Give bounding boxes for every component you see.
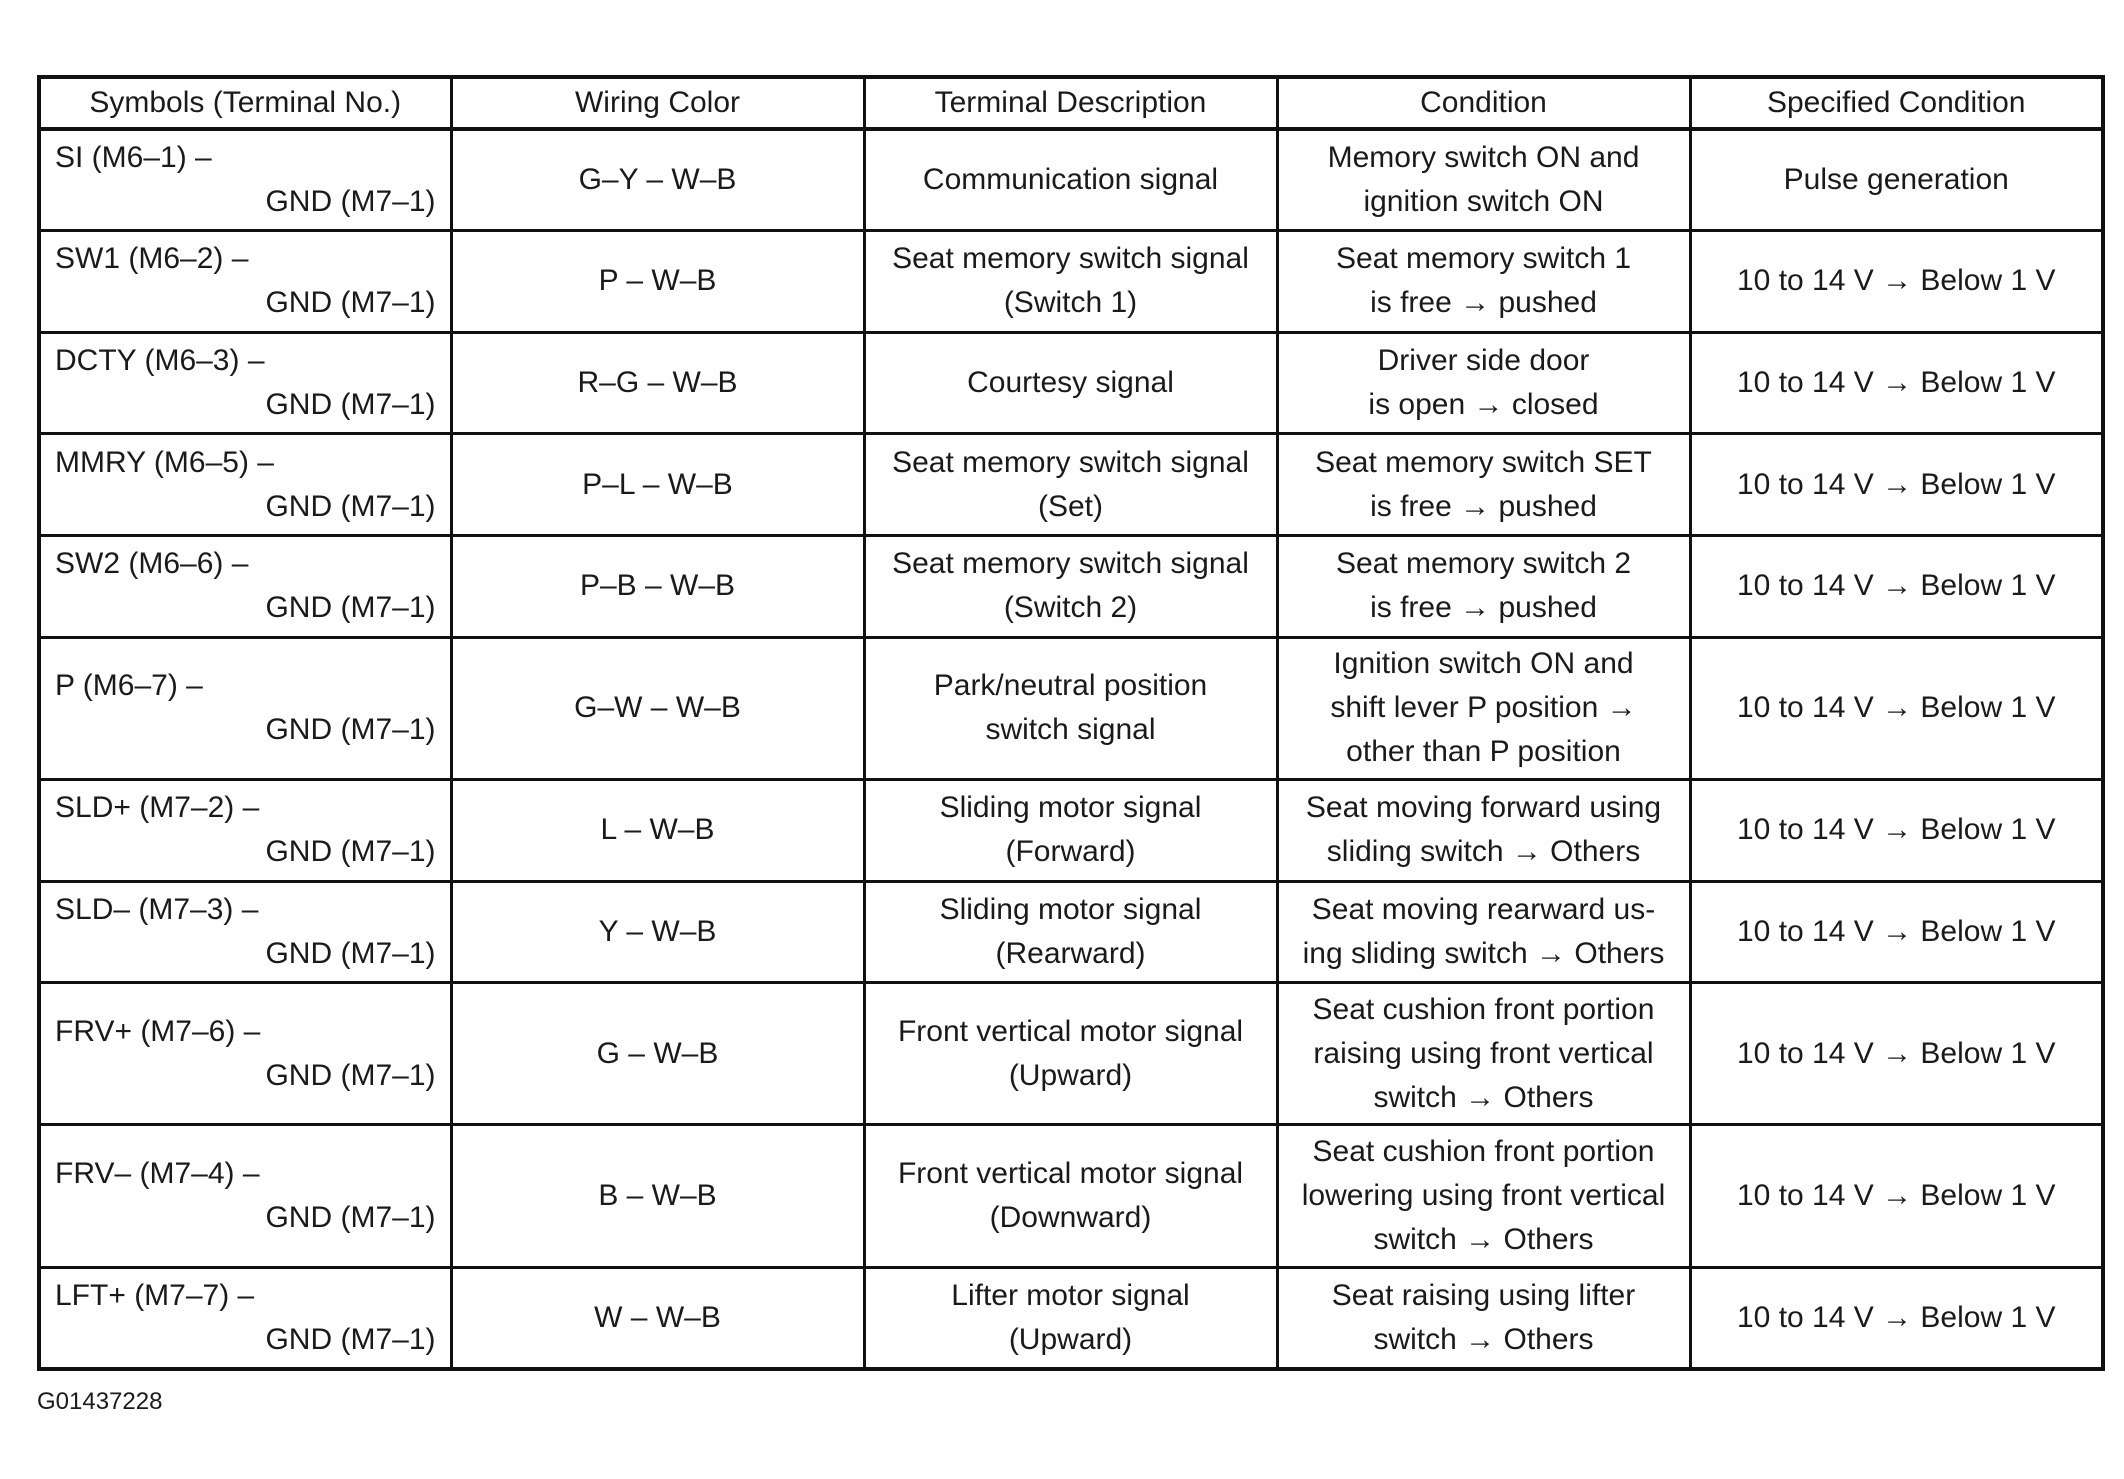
- description-line: Front vertical motor signal: [897, 1014, 1244, 1048]
- table-row: [39, 332, 2103, 434]
- condition-line: Seat cushion front portion: [1312, 1135, 1655, 1169]
- condition-line: Seat cushion front portion: [1312, 992, 1655, 1026]
- specified-condition-cell: 10 to 14 V → Below 1 V: [1690, 637, 2103, 779]
- description-line: Front vertical motor signal: [897, 1157, 1244, 1191]
- symbol-terminal: SLD+ (M7–2) –: [55, 791, 260, 825]
- description-line: Courtesy signal: [967, 366, 1174, 400]
- condition-line: Seat memory switch SET: [1315, 445, 1652, 479]
- condition-cell: [1277, 129, 1690, 231]
- description-line: Sliding motor signal: [939, 892, 1202, 926]
- header-row: [39, 77, 2103, 129]
- specified-condition-cell: 10 to 14 V → Below 1 V: [1690, 881, 2103, 983]
- table-row: [39, 434, 2103, 536]
- description-line: Communication signal: [922, 163, 1219, 197]
- specified-condition-cell: 10 to 14 V → Below 1 V: [1690, 983, 2103, 1125]
- condition-line: is free → pushed: [1370, 591, 1597, 625]
- symbol-cell: [39, 637, 451, 779]
- condition-line: Ignition switch ON and: [1333, 647, 1634, 681]
- symbol-ground: GND (M7–1): [265, 388, 436, 422]
- header-symbols: Symbols (Terminal No.): [39, 77, 451, 129]
- condition-cell: [1277, 1125, 1690, 1267]
- symbol-terminal: FRV– (M7–4) –: [55, 1157, 260, 1191]
- condition-line: Seat memory switch 1: [1335, 242, 1632, 276]
- terminal-spec-table: [37, 75, 2105, 1371]
- table-row: [39, 1125, 2103, 1267]
- description-cell: [864, 129, 1277, 231]
- symbol-cell: [39, 434, 451, 536]
- condition-line: Seat memory switch 2: [1335, 547, 1632, 581]
- condition-cell: [1277, 983, 1690, 1125]
- condition-line: ignition switch ON: [1363, 185, 1604, 219]
- table-row: [39, 779, 2103, 881]
- symbol-ground: GND (M7–1): [265, 286, 436, 320]
- description-cell: [864, 1267, 1277, 1369]
- wiring-color-cell: G–W – W–B: [451, 637, 864, 779]
- wiring-color-cell: L – W–B: [451, 779, 864, 881]
- specified-condition-cell: 10 to 14 V → Below 1 V: [1690, 332, 2103, 434]
- condition-line: Seat raising using lifter: [1331, 1278, 1636, 1312]
- description-cell: [864, 1125, 1277, 1267]
- header-wiring-color: Wiring Color: [451, 77, 864, 129]
- symbol-ground: GND (M7–1): [265, 489, 436, 523]
- wiring-color-cell: Y – W–B: [451, 881, 864, 983]
- condition-line: sliding switch → Others: [1326, 835, 1641, 869]
- description-line: Park/neutral position: [933, 669, 1208, 703]
- specified-condition-cell: 10 to 14 V → Below 1 V: [1690, 231, 2103, 333]
- condition-line: other than P position: [1346, 735, 1621, 769]
- symbol-ground: GND (M7–1): [265, 591, 436, 625]
- table-row: [39, 231, 2103, 333]
- specified-condition-cell: 10 to 14 V → Below 1 V: [1690, 779, 2103, 881]
- symbol-ground: GND (M7–1): [265, 185, 436, 219]
- description-line: (Switch 1): [1003, 286, 1138, 320]
- figure-id-label: G01437228: [37, 1388, 163, 1415]
- header-specified-condition: Specified Condition: [1690, 77, 2103, 129]
- description-cell: [864, 434, 1277, 536]
- specified-condition-cell: 10 to 14 V → Below 1 V: [1690, 434, 2103, 536]
- table-row: [39, 983, 2103, 1125]
- symbol-cell: [39, 231, 451, 333]
- condition-cell: [1277, 434, 1690, 536]
- table-row: [39, 1267, 2103, 1369]
- description-line: Sliding motor signal: [939, 791, 1202, 825]
- symbol-cell: [39, 1125, 451, 1267]
- description-cell: [864, 779, 1277, 881]
- wiring-color-cell: B – W–B: [451, 1125, 864, 1267]
- condition-cell: [1277, 332, 1690, 434]
- condition-line: ing sliding switch → Others: [1302, 936, 1665, 970]
- condition-line: raising using front vertical: [1313, 1036, 1654, 1070]
- description-line: (Rearward): [995, 936, 1146, 970]
- symbol-cell: [39, 779, 451, 881]
- symbol-terminal: SI (M6–1) –: [55, 141, 212, 175]
- condition-line: Seat moving forward using: [1305, 791, 1662, 825]
- condition-cell: [1277, 779, 1690, 881]
- symbol-terminal: LFT+ (M7–7) –: [55, 1278, 255, 1312]
- symbol-cell: [39, 536, 451, 638]
- description-line: Lifter motor signal: [951, 1278, 1190, 1312]
- specified-condition-cell: 10 to 14 V → Below 1 V: [1690, 1267, 2103, 1369]
- condition-line: is free → pushed: [1370, 489, 1597, 523]
- description-line: Seat memory switch signal: [892, 445, 1249, 479]
- description-cell: [864, 881, 1277, 983]
- symbol-terminal: DCTY (M6–3) –: [55, 344, 265, 378]
- condition-cell: [1277, 231, 1690, 333]
- condition-line: Memory switch ON and: [1327, 141, 1640, 175]
- wiring-color-cell: P – W–B: [451, 231, 864, 333]
- condition-line: lowering using front vertical: [1301, 1179, 1666, 1213]
- symbol-ground: GND (M7–1): [265, 835, 436, 869]
- header-condition: Condition: [1277, 77, 1690, 129]
- condition-cell: [1277, 536, 1690, 638]
- wiring-color-cell: G – W–B: [451, 983, 864, 1125]
- condition-line: switch → Others: [1373, 1080, 1594, 1114]
- condition-cell: [1277, 637, 1690, 779]
- specified-condition-cell: Pulse generation: [1690, 129, 2103, 231]
- symbol-terminal: MMRY (M6–5) –: [55, 445, 274, 479]
- description-line: switch signal: [985, 713, 1156, 747]
- symbol-ground: GND (M7–1): [265, 936, 436, 970]
- description-line: Seat memory switch signal: [892, 242, 1249, 276]
- description-line: (Upward): [1008, 1058, 1133, 1092]
- wiring-color-cell: G–Y – W–B: [451, 129, 864, 231]
- description-line: (Downward): [989, 1201, 1152, 1235]
- symbol-ground: GND (M7–1): [265, 713, 436, 747]
- table-body: [39, 129, 2103, 1369]
- table-row: [39, 881, 2103, 983]
- condition-line: switch → Others: [1373, 1223, 1594, 1257]
- description-cell: [864, 231, 1277, 333]
- symbol-ground: GND (M7–1): [265, 1201, 436, 1235]
- wiring-color-cell: P–B – W–B: [451, 536, 864, 638]
- description-line: (Upward): [1008, 1322, 1133, 1356]
- description-line: (Set): [1037, 489, 1103, 523]
- symbol-cell: [39, 129, 451, 231]
- symbol-cell: [39, 881, 451, 983]
- description-line: Seat memory switch signal: [892, 547, 1249, 581]
- description-cell: [864, 536, 1277, 638]
- condition-line: Driver side door: [1377, 344, 1590, 378]
- description-line: (Forward): [1005, 835, 1136, 869]
- specified-condition-cell: 10 to 14 V → Below 1 V: [1690, 1125, 2103, 1267]
- table-row: [39, 129, 2103, 231]
- symbol-cell: [39, 332, 451, 434]
- symbol-ground: GND (M7–1): [265, 1058, 436, 1092]
- description-cell: [864, 332, 1277, 434]
- condition-line: switch → Others: [1373, 1322, 1594, 1356]
- symbol-ground: GND (M7–1): [265, 1322, 436, 1356]
- symbol-terminal: SLD– (M7–3) –: [55, 892, 259, 926]
- description-cell: [864, 983, 1277, 1125]
- table-row: [39, 536, 2103, 638]
- specified-condition-cell: 10 to 14 V → Below 1 V: [1690, 536, 2103, 638]
- description-cell: [864, 637, 1277, 779]
- wiring-color-cell: P–L – W–B: [451, 434, 864, 536]
- header-terminal-description: Terminal Description: [864, 77, 1277, 129]
- symbol-terminal: SW1 (M6–2) –: [55, 242, 249, 276]
- symbol-terminal: SW2 (M6–6) –: [55, 547, 249, 581]
- condition-cell: [1277, 881, 1690, 983]
- symbol-cell: [39, 983, 451, 1125]
- symbol-terminal: FRV+ (M7–6) –: [55, 1014, 261, 1048]
- condition-line: is free → pushed: [1370, 286, 1597, 320]
- condition-line: Seat moving rearward us-: [1311, 892, 1656, 926]
- table-row: [39, 637, 2103, 779]
- symbol-terminal: P (M6–7) –: [55, 669, 203, 703]
- wiring-color-cell: W – W–B: [451, 1267, 864, 1369]
- condition-cell: [1277, 1267, 1690, 1369]
- description-line: (Switch 2): [1003, 591, 1138, 625]
- wiring-color-cell: R–G – W–B: [451, 332, 864, 434]
- condition-line: is open → closed: [1368, 388, 1599, 422]
- condition-line: shift lever P position →: [1330, 691, 1637, 725]
- symbol-cell: [39, 1267, 451, 1369]
